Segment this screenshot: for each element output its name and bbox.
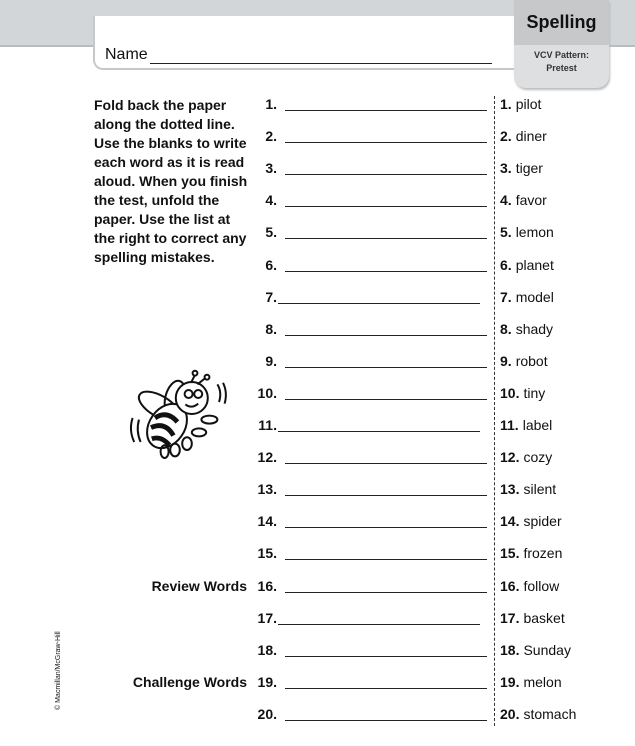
answer-word-text: Sunday: [523, 641, 571, 658]
blank-number: 17.: [257, 609, 277, 626]
blank-number: 7.: [265, 288, 277, 305]
blank-number: 19.: [257, 673, 277, 690]
answer-word-text: frozen: [523, 545, 563, 562]
answer-blank[interactable]: [285, 656, 487, 657]
answer-blank[interactable]: [285, 688, 487, 689]
test-row: [0, 353, 635, 373]
test-row: [0, 257, 635, 277]
answer-blank[interactable]: [285, 367, 487, 368]
answer-blank[interactable]: [285, 463, 487, 464]
answer-word-text: lemon: [515, 224, 554, 241]
answer-number: 12.: [500, 449, 520, 466]
test-row: [0, 481, 635, 501]
answer-word: [500, 674, 562, 690]
answer-word: [500, 706, 576, 722]
answer-word: [500, 160, 543, 176]
answer-word-text: tiger: [515, 160, 543, 177]
answer-number: 14.: [500, 513, 520, 530]
blank-number: 6.: [265, 256, 277, 273]
test-row: [0, 706, 635, 726]
answer-number: 2.: [500, 128, 512, 145]
answer-number: 16.: [500, 577, 520, 594]
blank-number: 8.: [265, 320, 277, 337]
answer-number: 18.: [500, 641, 520, 658]
answer-number: 5.: [500, 224, 512, 241]
blank-number: 1.: [265, 96, 277, 112]
instructions: Fold back the paper along the dotted line. Use the blanks to write each word as it is read aloud. When you finish the test, unfold the paper. Use the list at the right to correct any spelling mistakes.: [94, 97, 248, 265]
test-row: [0, 610, 635, 630]
answer-blank[interactable]: [285, 206, 487, 207]
blank-number: 3.: [265, 160, 277, 177]
challenge-words-label: Challenge Words: [132, 673, 247, 690]
spelling-tab: [514, 0, 609, 88]
tab-subtitle: [514, 49, 609, 75]
test-row: [0, 385, 635, 405]
answer-number: 11.: [500, 417, 519, 433]
test-row: [0, 449, 635, 469]
answer-number: 6.: [500, 256, 512, 273]
blank-number: 11.: [258, 417, 277, 433]
answer-word: [500, 642, 571, 658]
answer-blank[interactable]: [278, 624, 480, 625]
test-row: [0, 224, 635, 244]
tab-title: Spelling: [514, 0, 609, 45]
answer-word: [500, 224, 554, 240]
answer-number: 20.: [500, 705, 520, 722]
answer-word-text: pilot: [515, 96, 542, 112]
answer-word-text: model: [515, 288, 554, 305]
answer-word: [500, 417, 552, 433]
answer-number: 15.: [500, 545, 520, 562]
tab-subtitle-1: VCV Pattern:: [533, 50, 589, 60]
answer-word-text: spider: [523, 513, 562, 530]
answer-word: [500, 545, 562, 561]
answer-word-text: robot: [515, 352, 548, 369]
answer-blank[interactable]: [285, 271, 487, 272]
answer-blank[interactable]: [285, 238, 487, 239]
answer-blank[interactable]: [285, 592, 487, 593]
answer-number: 4.: [500, 192, 512, 209]
answer-blank[interactable]: [285, 335, 487, 336]
answer-word-text: silent: [523, 481, 557, 498]
answer-blank[interactable]: [285, 110, 487, 111]
answer-blank[interactable]: [285, 399, 487, 400]
fold-dotted-line: [494, 96, 495, 726]
answer-word: [500, 385, 545, 401]
test-row: [0, 578, 635, 598]
test-row: [0, 160, 635, 180]
answer-number: 9.: [500, 352, 512, 369]
answer-blank[interactable]: [278, 431, 480, 432]
answer-word-text: shady: [515, 320, 554, 337]
answer-word: [500, 321, 553, 337]
name-label: Name: [105, 46, 148, 63]
copyright: © Macmillan/McGraw-Hill: [55, 631, 62, 710]
blank-number: 2.: [265, 128, 277, 145]
answer-word: [500, 257, 554, 273]
blank-number: 13.: [257, 481, 277, 498]
test-row: [0, 289, 635, 309]
answer-word-text: label: [522, 417, 553, 433]
answer-number: 7.: [500, 288, 512, 305]
answer-number: 19.: [500, 673, 520, 690]
blank-number: 5.: [265, 224, 277, 241]
blank-number: 16.: [257, 577, 277, 594]
blank-number: 9.: [265, 352, 277, 369]
answer-blank[interactable]: [285, 495, 487, 496]
blank-number: 14.: [257, 513, 277, 530]
review-words-label: Review Words: [151, 577, 247, 594]
test-row: [0, 96, 635, 116]
blank-number: 4.: [265, 192, 277, 209]
answer-word: [500, 192, 547, 208]
blank-number: 15.: [257, 545, 277, 562]
answer-word: [500, 481, 556, 497]
answer-word-text: cozy: [523, 449, 553, 466]
answer-word: [500, 513, 562, 529]
answer-word: [500, 449, 552, 465]
answer-blank[interactable]: [285, 720, 487, 721]
answer-word-text: melon: [523, 673, 562, 690]
answer-word: [500, 353, 548, 369]
answer-number: 17.: [500, 609, 520, 626]
answer-blank[interactable]: [285, 142, 487, 143]
answer-blank[interactable]: [285, 527, 487, 528]
answer-word: [500, 96, 541, 112]
answer-word: [500, 610, 565, 626]
answer-word: [500, 128, 547, 144]
answer-word-text: favor: [515, 192, 547, 209]
answer-word-text: tiny: [523, 384, 546, 401]
test-row: [0, 674, 635, 694]
test-row: [0, 321, 635, 341]
answer-word-text: follow: [523, 577, 560, 594]
answer-number: 10.: [500, 384, 520, 401]
answer-word-text: basket: [523, 609, 565, 626]
answer-blank[interactable]: [278, 303, 480, 304]
answer-word-text: stomach: [523, 705, 577, 722]
test-row: [0, 192, 635, 212]
name-input-line[interactable]: [150, 63, 492, 64]
answer-blank[interactable]: [285, 174, 487, 175]
answer-number: 13.: [500, 481, 520, 498]
test-row: [0, 513, 635, 533]
blank-number: 10.: [257, 384, 277, 401]
answer-word-text: planet: [515, 256, 554, 273]
test-row: [0, 642, 635, 662]
answer-number: 1.: [500, 96, 512, 112]
test-row: [0, 417, 635, 437]
answer-number: 3.: [500, 160, 512, 177]
blank-number: 20.: [257, 705, 277, 722]
blank-number: 18.: [257, 641, 277, 658]
answer-word: [500, 289, 554, 305]
answer-blank[interactable]: [285, 559, 487, 560]
test-row: [0, 545, 635, 565]
answer-word: [500, 578, 559, 594]
tab-subtitle-2: Pretest: [546, 63, 577, 73]
blank-number: 12.: [257, 449, 277, 466]
name-box: [93, 16, 517, 70]
test-row: [0, 128, 635, 148]
answer-word-text: diner: [515, 128, 547, 145]
answer-number: 8.: [500, 320, 512, 337]
